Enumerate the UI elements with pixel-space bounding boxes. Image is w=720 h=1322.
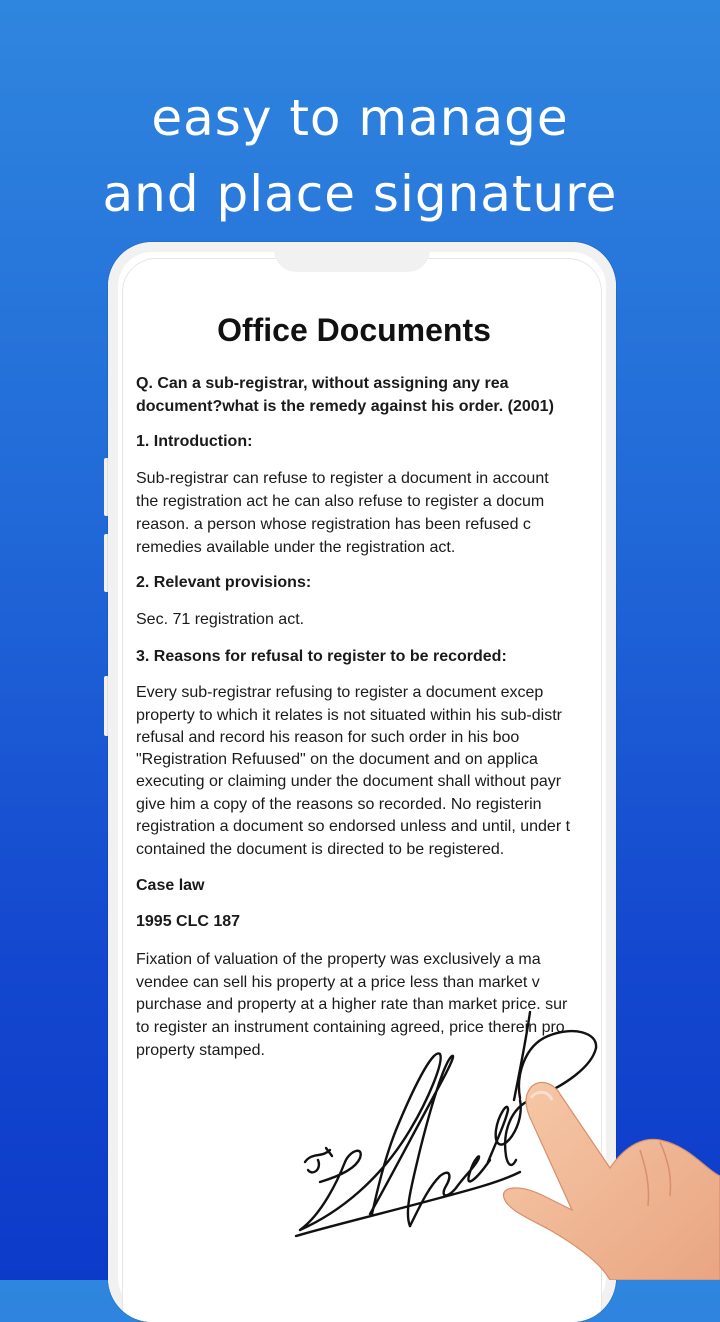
paragraph-line: to register an instrument containing agreed, price therein pro: [136, 1019, 565, 1036]
phone-notch: [274, 242, 430, 272]
paragraph-line: Sec. 71 registration act.: [136, 611, 305, 628]
headline-line-1: easy to manage: [151, 89, 569, 147]
paragraph-line: give him a copy of the reasons so recorded. No registerin: [136, 796, 542, 813]
paragraph-line: registration a document so endorsed unless and until, under t: [136, 818, 571, 835]
paragraph-line: property to which it relates is not situated within his sub-distr: [136, 707, 562, 724]
section-heading-citation: 1995 CLC 187: [136, 913, 241, 930]
section-heading-relevant-provisions: 2. Relevant provisions:: [136, 574, 312, 591]
section-heading-reasons: 3. Reasons for refusal to register to be recorded:: [136, 648, 507, 665]
paragraph-line: remedies available under the registration act.: [136, 539, 456, 556]
section-heading-introduction: 1. Introduction:: [136, 433, 253, 450]
headline-line-2: and place signature: [102, 165, 618, 223]
paragraph-line: executing or claiming under the document shall without payr: [136, 773, 562, 790]
paragraph-line: vendee can sell his property at a price less than market v: [136, 974, 540, 991]
question-line-1: Q. Can a sub-registrar, without assigning any rea: [136, 375, 509, 392]
paragraph-line: refusal and record his reason for such order in his boo: [136, 729, 520, 746]
paragraph-line: "Registration Refuused" on the document and on applica: [136, 751, 538, 768]
paragraph-line: Sub-registrar can refuse to register a document in account: [136, 470, 549, 487]
paragraph-line: contained the document is directed to be registered.: [136, 841, 505, 858]
headline: [0, 80, 720, 232]
paragraph-line: Every sub-registrar refusing to register a document excep: [136, 684, 544, 701]
question-line-2: document?what is the remedy against his order. (2001): [136, 398, 554, 415]
paragraph-line: the registration act he can also refuse to register a docum: [136, 493, 545, 510]
paragraph-line: property stamped.: [136, 1042, 265, 1059]
document-page: [136, 312, 596, 1072]
section-heading-case-law: Case law: [136, 877, 205, 894]
document-title: Office Documents: [217, 312, 491, 348]
paragraph-line: purchase and property at a higher rate than market price. sur: [136, 996, 568, 1013]
paragraph-line: Fixation of valuation of the property was exclusively a ma: [136, 951, 541, 968]
paragraph-line: reason. a person whose registration has been refused c: [136, 516, 531, 533]
